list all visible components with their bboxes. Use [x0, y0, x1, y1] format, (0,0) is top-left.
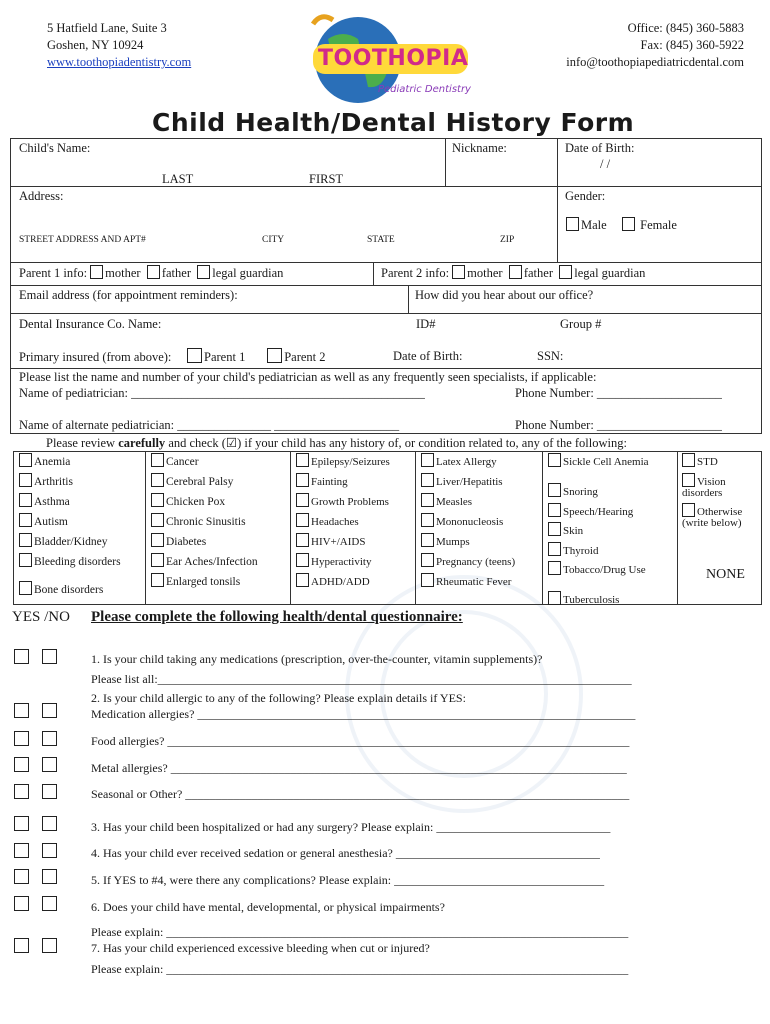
condition-item[interactable] — [296, 573, 416, 588]
condition-item[interactable] — [682, 453, 760, 468]
condition-item[interactable] — [548, 522, 674, 537]
condition-checkbox[interactable] — [151, 573, 164, 587]
question-line[interactable]: 7. Has your child experienced excessive bleeding when cut or injured? — [91, 941, 430, 955]
condition-label: Bone disorders — [34, 584, 104, 596]
condition-checkbox[interactable] — [296, 473, 309, 487]
street-label: STREET ADDRESS AND APT# — [19, 235, 146, 245]
alt-pediatrician-phone-field[interactable]: Phone Number: ____________________ — [515, 418, 722, 432]
condition-label: HIV+/AIDS — [311, 536, 366, 548]
email-field-label: Email address (for appointment reminders): — [19, 288, 238, 302]
parent1-guardian-checkbox[interactable] — [197, 265, 210, 279]
condition-checkbox[interactable] — [421, 573, 434, 587]
condition-label: Thyroid — [563, 544, 599, 557]
condition-label: Growth Problems — [311, 496, 389, 508]
condition-checkbox[interactable] — [296, 573, 309, 587]
condition-item[interactable] — [421, 573, 539, 588]
condition-checkbox[interactable] — [151, 553, 164, 567]
condition-label: Headaches — [311, 516, 359, 528]
question-line[interactable]: 2. Is your child allergic to any of the following? Please explain details if YES: — [91, 691, 466, 705]
condition-label: Tobacco/Drug Use — [563, 564, 646, 576]
condition-checkbox[interactable] — [151, 533, 164, 547]
yes-checkbox[interactable] — [14, 869, 29, 884]
condition-checkbox[interactable] — [151, 493, 164, 507]
condition-checkbox[interactable] — [19, 513, 32, 527]
condition-label: Mumps — [436, 536, 470, 548]
condition-item[interactable] — [151, 533, 287, 548]
condition-item[interactable] — [19, 473, 143, 488]
condition-item[interactable] — [19, 493, 143, 508]
condition-checkbox[interactable] — [682, 453, 695, 467]
condition-label: Hyperactivity — [311, 556, 372, 568]
condition-item[interactable] — [548, 542, 674, 557]
condition-item[interactable] — [421, 513, 539, 528]
yes-checkbox[interactable] — [14, 896, 29, 911]
yes-checkbox[interactable] — [14, 938, 29, 953]
last-name-label: LAST — [162, 172, 194, 186]
gender-female[interactable]: Female — [622, 217, 677, 233]
condition-label: Ear Aches/Infection — [166, 556, 258, 568]
condition-item[interactable] — [296, 493, 416, 508]
question-line[interactable]: 1. Is your child taking any medications (prescription, over-the-counter, vitamin supplements)? — [91, 652, 543, 666]
condition-label: Cerebral Palsy — [166, 476, 234, 488]
yes-checkbox[interactable] — [14, 703, 29, 718]
question-line[interactable]: Medication allergies? _________________________________________________________________________ — [91, 707, 636, 721]
condition-label: Vision disorders — [682, 476, 726, 499]
yes-checkbox[interactable] — [14, 784, 29, 799]
condition-item[interactable] — [548, 503, 674, 518]
condition-item[interactable] — [19, 533, 143, 548]
condition-label: Speech/Hearing — [563, 505, 634, 518]
condition-label: Epilepsy/Seizures — [311, 456, 390, 468]
female-checkbox[interactable] — [622, 217, 635, 231]
yes-checkbox[interactable] — [14, 757, 29, 772]
condition-item[interactable] — [151, 573, 287, 588]
question-line[interactable]: 3. Has your child been hospitalized or had any surgery? Please explain: _____________________________ — [91, 820, 611, 834]
condition-checkbox[interactable] — [19, 473, 32, 487]
zip-label: ZIP — [500, 235, 515, 245]
condition-item[interactable] — [548, 483, 674, 498]
condition-checkbox[interactable] — [548, 503, 561, 517]
male-checkbox[interactable] — [566, 217, 579, 231]
referral-source-label: How did you hear about our office? — [415, 288, 594, 302]
condition-item[interactable] — [682, 473, 760, 499]
review-instructions: Please review carefully and check (☑) if your child has any history of, or condition related to, any of the following: — [46, 436, 627, 450]
website-link[interactable]: www.toothopiadentistry.com — [47, 55, 192, 69]
logo-text: TOOTHOPIA — [318, 46, 469, 71]
condition-item[interactable] — [296, 473, 416, 488]
condition-label: Cancer — [166, 456, 199, 468]
insurance-id-label: ID# — [416, 317, 436, 331]
primary-parent1-checkbox[interactable] — [187, 348, 202, 363]
no-checkbox[interactable] — [42, 816, 57, 831]
question-line[interactable]: Seasonal or Other? __________________________________________________________________________ — [91, 787, 630, 801]
condition-checkbox[interactable] — [421, 473, 434, 487]
nickname-label: Nickname: — [452, 141, 507, 155]
condition-item[interactable] — [548, 591, 674, 606]
condition-checkbox[interactable] — [548, 522, 561, 536]
condition-label: Enlarged tonsils — [166, 576, 241, 588]
condition-checkbox[interactable] — [548, 483, 561, 497]
condition-item[interactable] — [19, 553, 143, 568]
condition-checkbox[interactable] — [548, 591, 561, 605]
condition-checkbox[interactable] — [151, 513, 164, 527]
condition-checkbox[interactable] — [682, 473, 695, 487]
condition-item[interactable] — [421, 533, 539, 548]
condition-item[interactable] — [421, 553, 539, 568]
condition-item[interactable] — [19, 581, 143, 596]
condition-item[interactable] — [421, 493, 539, 508]
first-name-label: FIRST — [309, 172, 344, 186]
condition-label: Otherwise (write below) — [682, 506, 743, 529]
condition-checkbox[interactable] — [19, 493, 32, 507]
condition-label: Asthma — [34, 496, 70, 508]
primary-parent2-checkbox[interactable] — [267, 348, 282, 363]
condition-item[interactable] — [548, 453, 674, 468]
condition-item[interactable] — [151, 473, 287, 488]
condition-checkbox[interactable] — [421, 453, 434, 467]
page-title: Child Health/Dental History Form — [152, 108, 635, 137]
condition-checkbox[interactable] — [19, 553, 32, 567]
condition-item[interactable] — [296, 553, 416, 568]
condition-checkbox[interactable] — [421, 553, 434, 567]
condition-checkbox[interactable] — [296, 453, 309, 467]
question-line[interactable]: 6. Does your child have mental, developmental, or physical impairments? — [91, 900, 445, 914]
condition-checkbox[interactable] — [548, 453, 561, 467]
condition-label: Bleeding disorders — [34, 556, 121, 568]
condition-checkbox[interactable] — [296, 513, 309, 527]
condition-label: Measles — [436, 496, 473, 508]
address-line-1: 5 Hatfield Lane, Suite 3 — [47, 21, 167, 35]
primary-insured-row: Primary insured (from above): Parent 1 Parent 2 — [19, 350, 326, 364]
condition-label: Chronic Sinusitis — [166, 516, 246, 528]
group-number-label: Group # — [560, 317, 602, 331]
condition-item[interactable] — [19, 513, 143, 528]
condition-item[interactable] — [19, 453, 143, 468]
condition-label: Anemia — [34, 456, 71, 468]
dob-label: Date of Birth: — [565, 141, 635, 155]
ssn-label: SSN: — [537, 349, 564, 363]
yes-checkbox[interactable] — [14, 649, 29, 664]
address-line-2: Goshen, NY 10924 — [47, 38, 144, 52]
condition-checkbox[interactable] — [548, 561, 561, 575]
condition-label: Chicken Pox — [166, 496, 226, 508]
no-checkbox[interactable] — [42, 649, 57, 664]
no-checkbox[interactable] — [42, 896, 57, 911]
condition-label: Rheumatic Fever — [436, 576, 512, 588]
question-line[interactable]: Metal allergies? ____________________________________________________________________________ — [91, 761, 627, 775]
condition-item[interactable] — [421, 453, 539, 468]
question-line[interactable]: Please explain: _____________________________________________________________________________ — [91, 962, 629, 976]
condition-item[interactable] — [682, 503, 760, 529]
condition-label: STD — [697, 456, 718, 468]
toothopia-logo — [298, 14, 478, 104]
question-line[interactable]: Please explain: _____________________________________________________________________________ — [91, 925, 629, 939]
condition-label: Diabetes — [166, 536, 207, 548]
fax-number: Fax: (845) 360-5922 — [640, 38, 744, 52]
condition-item[interactable] — [296, 513, 416, 528]
condition-checkbox[interactable] — [19, 581, 32, 595]
yes-no-header: YES /NO — [12, 609, 70, 625]
yes-checkbox[interactable] — [14, 731, 29, 746]
pediatrician-intro: Please list the name and number of your child's pediatrician as well as any frequently seen specialists, if applicable: — [19, 370, 597, 384]
practice-address — [47, 20, 191, 71]
question-line[interactable]: Food allergies? _____________________________________________________________________________ — [91, 734, 630, 748]
no-checkbox[interactable] — [42, 731, 57, 746]
email-address: info@toothopiapediatricdental.com — [566, 55, 744, 69]
condition-checkbox[interactable] — [296, 553, 309, 567]
condition-item[interactable] — [151, 453, 287, 468]
condition-label: Arthritis — [34, 476, 73, 488]
condition-checkbox[interactable] — [421, 493, 434, 507]
childs-name-label: Child's Name: — [19, 141, 91, 155]
condition-checkbox[interactable] — [19, 453, 32, 467]
condition-item[interactable] — [548, 561, 674, 576]
parent1-mother-checkbox[interactable] — [90, 265, 103, 279]
question-line[interactable]: 4. Has your child ever received sedation or general anesthesia? __________________________________ — [91, 846, 600, 860]
condition-checkbox[interactable] — [19, 533, 32, 547]
condition-item[interactable] — [296, 533, 416, 548]
parent2-guardian-checkbox[interactable] — [559, 265, 572, 279]
condition-label: Latex Allergy — [436, 456, 497, 468]
state-label: STATE — [367, 235, 395, 245]
condition-checkbox[interactable] — [296, 493, 309, 507]
office-phone: Office: (845) 360-5883 — [627, 21, 744, 35]
alt-pediatrician-name-field[interactable]: Name of alternate pediatrician: _______________ ____________________ — [19, 418, 400, 432]
condition-label: ADHD/ADD — [311, 576, 370, 588]
condition-label: Bladder/Kidney — [34, 536, 108, 548]
condition-item[interactable] — [151, 493, 287, 508]
yes-checkbox[interactable] — [14, 843, 29, 858]
condition-item[interactable] — [296, 453, 416, 468]
insurance-name-label: Dental Insurance Co. Name: — [19, 317, 162, 331]
gender-label: Gender: — [565, 189, 606, 203]
condition-checkbox[interactable] — [421, 513, 434, 527]
condition-label: Autism — [34, 516, 68, 528]
condition-label: Mononucleosis — [436, 516, 504, 528]
condition-label: Liver/Hepatitis — [436, 476, 503, 488]
condition-item[interactable] — [151, 513, 287, 528]
condition-label: Tuberculosis — [563, 594, 620, 606]
yes-checkbox[interactable] — [14, 816, 29, 831]
condition-item[interactable] — [151, 553, 287, 568]
pediatrician-name-field[interactable]: Name of pediatrician: _______________________________________________ — [19, 386, 425, 400]
condition-checkbox[interactable] — [421, 533, 434, 547]
practice-contact — [566, 20, 744, 71]
address-label: Address: — [19, 189, 64, 203]
condition-label: Sickle Cell Anemia — [563, 456, 649, 468]
parent2-info: Parent 2 info: mother father legal guardian — [381, 266, 646, 280]
parent1-info: Parent 1 info: mother father legal guardian — [19, 266, 284, 280]
question-line[interactable]: Please list all:_______________________________________________________________________________ — [91, 672, 632, 686]
questionnaire-title: Please complete the following health/dental questionnaire: — [91, 609, 463, 625]
city-label: CITY — [262, 235, 285, 245]
primary-dob-label: Date of Birth: — [393, 349, 463, 363]
condition-checkbox[interactable] — [548, 542, 561, 556]
parent2-father-checkbox[interactable] — [509, 265, 522, 279]
condition-label: Fainting — [311, 476, 348, 488]
no-checkbox[interactable] — [42, 703, 57, 718]
no-checkbox[interactable] — [42, 843, 57, 858]
dob-slashes: / / — [600, 157, 611, 171]
gender-male[interactable]: Male — [566, 217, 607, 233]
condition-label: Skin — [563, 525, 584, 537]
condition-item[interactable] — [421, 473, 539, 488]
condition-checkbox[interactable] — [151, 473, 164, 487]
condition-checkbox[interactable] — [296, 533, 309, 547]
no-checkbox[interactable] — [42, 938, 57, 953]
question-line[interactable]: 5. If YES to #4, were there any complications? Please explain: ___________________________________ — [91, 873, 605, 887]
condition-checkbox[interactable] — [151, 453, 164, 467]
parent2-mother-checkbox[interactable] — [452, 265, 465, 279]
no-checkbox[interactable] — [42, 757, 57, 772]
none-label: NONE — [706, 567, 745, 582]
parent1-father-checkbox[interactable] — [147, 265, 160, 279]
no-checkbox[interactable] — [42, 784, 57, 799]
condition-checkbox[interactable] — [682, 503, 695, 517]
no-checkbox[interactable] — [42, 869, 57, 884]
pediatrician-phone-field[interactable]: Phone Number: ____________________ — [515, 386, 722, 400]
logo-subtitle: Pediatric Dentistry — [378, 84, 471, 95]
condition-label: Snoring — [563, 486, 598, 498]
condition-label: Pregnancy (teens) — [436, 556, 516, 568]
